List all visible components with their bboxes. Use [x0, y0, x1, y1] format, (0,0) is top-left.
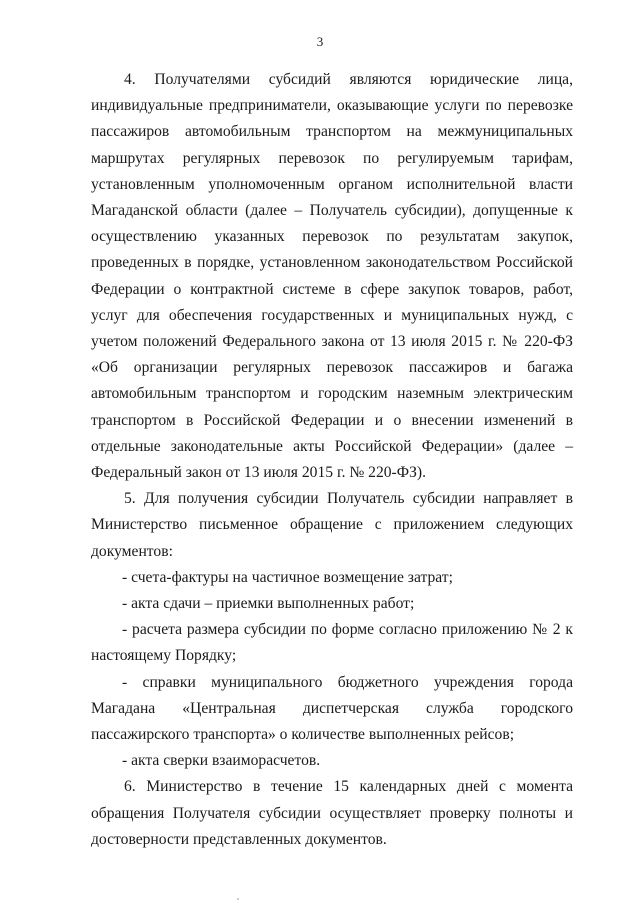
list-item-reconciliation-act: - акта сверки взаиморасчетов. [122, 752, 321, 770]
paragraph-6: 6. Министерство в течение 15 календарных дней с момента обращения Получателя субсидии осуществляет проверку полноты и достоверности представленных документов. [91, 778, 573, 848]
paragraph-4: 4. Получателями субсидий являются юридические лица, индивидуальные предприниматели, оказывающие услуги по перевозке пассажиров автомобильным транспортом на межмуниципальных маршрутах регулярных перевозок по регулируемым тарифам, установленным уполномоченным органом исполнительной власти Магаданской области (далее – Получатель субсидии), допущенные к осуществлению указанных перевозок по результатам закупок, проведенных в порядке, установленном законодательством Российской Федерации о контрактной системе в сфере закупок товаров, работ, услуг для обеспечения государственных и муниципальных нужд, с учетом положений Федерального закона от 13 июля 2015 г. № 220-ФЗ «Об организации регулярных перевозок пассажиров и багажа автомобильным транспортом и городским наземным электрическим транспортом в Российской Федерации и о внесении изменений в отдельные законодательные акты Российской Федерации» (далее – Федеральный закон от 13 июля 2015 г. № 220-ФЗ). [91, 71, 573, 482]
list-item-acceptance-act: - акта сдачи – приемки выполненных работ; [122, 595, 415, 613]
page-number: 3 [316, 34, 324, 49]
list-item-subsidy-calculation: - расчета размера субсидии по форме согласно приложению № 2 к настоящему Порядку; [91, 621, 573, 665]
list-item-dispatch-certificate: - справки муниципального бюджетного учреждения города Магадана «Центральная диспетчерская служба городского пассажирского транспорта» о количестве выполненных рейсов; [91, 673, 573, 744]
list-item-invoice: - счета-фактуры на частичное возмещение затрат; [122, 568, 453, 586]
document-body [91, 67, 573, 853]
paragraph-5: 5. Для получения субсидии Получатель субсидии направляет в Министерство письменное обращение с приложением следующих документов: [91, 490, 573, 560]
scan-speck [237, 898, 239, 900]
